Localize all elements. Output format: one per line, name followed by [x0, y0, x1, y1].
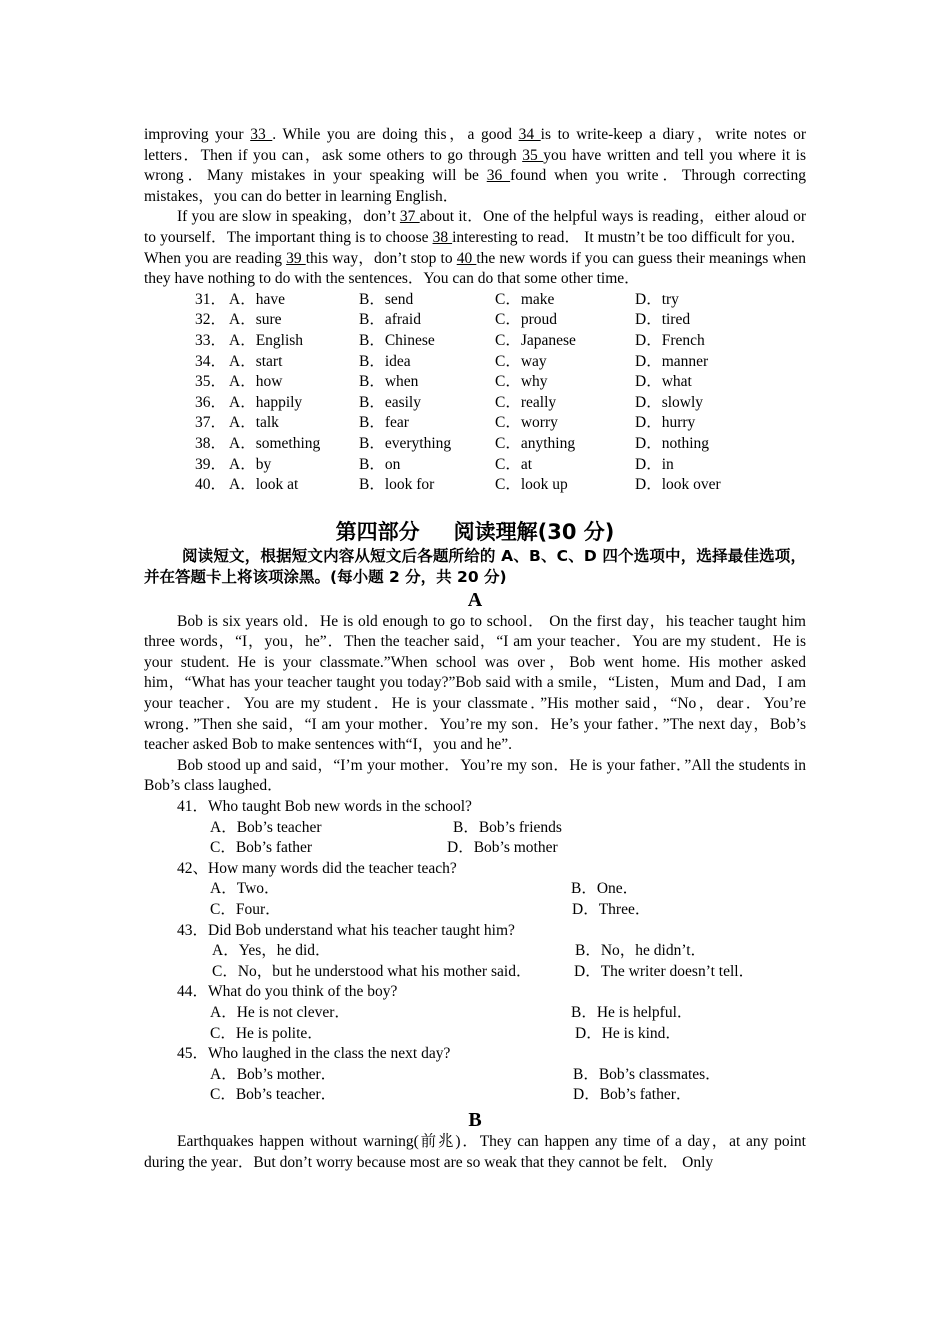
- blank-39: 39: [286, 249, 306, 267]
- answer-row: [144, 1024, 806, 1045]
- question-number: 31．: [195, 290, 227, 308]
- question-text: 44．What do you think of the boy?: [177, 983, 398, 1001]
- part4-instructions: 阅读短文，根据短文内容从短文后各题所给的 A、B、C、D 四个选项中，选择最佳选项，并在答题卡上将该项涂黑。(每小题 2 分，共 20 分): [144, 546, 806, 586]
- option-a: A．He is not clever．: [210, 1003, 350, 1021]
- answer-row: [144, 900, 806, 921]
- option-row-37: [144, 413, 806, 434]
- blank-34: 34: [518, 126, 541, 143]
- text: If you are slow in speaking，don’t: [177, 208, 400, 226]
- cloze-paragraph-1: [144, 125, 806, 207]
- option-d: D．Three．: [572, 901, 651, 918]
- option-d: D．try: [635, 290, 679, 308]
- option-c: C．at: [495, 455, 533, 473]
- option-b: B．everything: [359, 434, 452, 452]
- option-b: B．easily: [359, 393, 421, 411]
- option-c: C．worry: [495, 414, 558, 432]
- option-d: D．tired: [635, 311, 691, 329]
- question-number: 38．: [195, 434, 227, 452]
- text: improving your: [144, 126, 251, 143]
- option-row-33: [144, 331, 806, 352]
- option-c: C．why: [495, 373, 548, 391]
- question-text: 42、How many words did the teacher teach?: [177, 859, 457, 877]
- text: interesting to read． It mustn’t be too difficult for you．When you are reading: [144, 228, 806, 267]
- question-43: [144, 921, 806, 983]
- option-b: B．send: [359, 290, 414, 308]
- option-a: A．English: [229, 331, 304, 349]
- blank-37: 37: [399, 208, 420, 226]
- option-c: C．really: [495, 393, 557, 411]
- option-a: A．Two．: [210, 880, 280, 898]
- option-a: A．happily: [229, 393, 303, 411]
- option-d: D．slowly: [635, 393, 704, 411]
- passage-a-label: A: [467, 588, 483, 611]
- option-row-40: [144, 475, 806, 496]
- option-b: B．fear: [359, 414, 409, 432]
- question-number: 33．: [195, 331, 227, 349]
- question-45: [144, 1044, 806, 1106]
- option-c: C．anything: [495, 434, 576, 452]
- answer-row: [144, 962, 806, 983]
- passage-b-paragraph-1: Earthquakes happen without warning(前兆)．They can happen any time of a day，at any point during the year．But don’t worry because most are so weak that they cannot be felt． Only: [144, 1132, 806, 1171]
- question-number: 35．: [195, 373, 227, 391]
- blank-35: 35: [522, 146, 544, 164]
- question-42: [144, 859, 806, 921]
- option-b: B．One．: [571, 880, 639, 898]
- option-b: B．Bob’s friends: [453, 818, 562, 836]
- text: you have written and tell you where it is wrong．Many mistakes in your speaking will be: [144, 146, 806, 185]
- option-row-32: [144, 310, 806, 331]
- question-number: 37．: [195, 414, 227, 432]
- exam-page: [144, 125, 806, 1173]
- option-d: D．in: [635, 455, 674, 473]
- blank-36: 36: [486, 167, 511, 185]
- answer-row: [144, 838, 806, 859]
- question-number: 34．: [195, 352, 227, 370]
- option-d: D．French: [635, 331, 705, 349]
- text: the new words if you can guess their meanings when they have nothing to do with the sentences．You can do that some other time．: [144, 249, 807, 288]
- option-d: D．look over: [635, 476, 721, 494]
- option-b: B．He is helpful．: [571, 1003, 693, 1021]
- passage-b-label: B: [468, 1108, 482, 1131]
- option-d: D．nothing: [635, 434, 710, 452]
- option-d: D．hurry: [635, 414, 696, 432]
- question-number: 32．: [195, 311, 227, 329]
- option-c: C．Japanese: [495, 331, 576, 349]
- option-b: B．when: [359, 373, 419, 391]
- option-a: A．look at: [229, 476, 299, 494]
- option-a: A．start: [229, 352, 283, 370]
- passage-a-paragraph-1: Bob is six years old．He is old enough to go to school． On the first day，his teacher taught him three words，“I，you，he”．Then the teacher said，“I am your teacher．You are my student．He is your student. He is your classmate.”When school was over，Bob went home. His mother asked him，“What has your teacher taught you today?”Bob said with a smile，“Listen，Mum and Dad，I am your teacher．You are my student．He is your classmate．”His mother said，“No，dear．You’re wrong．”Then she said，“I am your mother．You’re my son．He’s your father．”The next day，Bob’s teacher asked Bob to make sentences with“I，you and he”.: [144, 612, 806, 754]
- option-a: A．how: [229, 373, 283, 391]
- answer-row: [144, 1065, 806, 1086]
- option-b: B．on: [359, 455, 401, 473]
- question-text: 41．Who taught Bob new words in the school?: [177, 798, 472, 816]
- answer-row: [144, 1003, 806, 1024]
- option-a: A．have: [229, 290, 285, 308]
- question-number: 40．: [195, 476, 227, 494]
- part4-title-left: 第四部分: [335, 519, 420, 544]
- option-a: A．by: [229, 455, 272, 473]
- question-number: 39．: [195, 455, 227, 473]
- option-a: A．Bob’s mother．: [210, 1065, 337, 1083]
- option-d: D．The writer doesn’t tell．: [574, 962, 755, 980]
- option-a: A．Yes，he did．: [212, 942, 331, 960]
- option-b: B．look for: [359, 476, 435, 494]
- option-c: C．No，but he understood what his mother said．: [212, 962, 532, 980]
- question-number: 36．: [195, 393, 227, 411]
- option-d: D．He is kind．: [575, 1024, 681, 1042]
- option-row-36: [144, 393, 806, 414]
- option-d: D．what: [635, 373, 692, 391]
- question-text: 43．Did Bob understand what his teacher taught him?: [177, 921, 515, 939]
- option-row-35: [144, 372, 806, 393]
- answer-row: [144, 941, 806, 962]
- option-a: A．Bob’s teacher: [210, 818, 322, 836]
- option-d: D．Bob’s mother: [447, 839, 558, 857]
- text: about it．One of the helpful ways is reading，either aloud or to yourself．The important thing is to choose: [144, 208, 807, 246]
- option-a: A．talk: [229, 414, 279, 432]
- option-c: C．look up: [495, 476, 568, 494]
- option-a: A．something: [229, 434, 321, 452]
- cloze-paragraph-2: [144, 207, 806, 289]
- option-b: B．afraid: [359, 311, 421, 329]
- question-44: [144, 982, 806, 1044]
- blank-38: 38: [432, 228, 453, 246]
- option-row-34: [144, 352, 806, 373]
- option-c: C．way: [495, 352, 547, 370]
- cloze-options: [144, 290, 806, 496]
- text: found when you write．Through correcting mistakes，you can do better in learning English．: [144, 167, 806, 205]
- option-c: C．Bob’s teacher．: [210, 1086, 337, 1104]
- blank-40: 40: [456, 249, 477, 267]
- part4-heading: [144, 518, 806, 546]
- option-c: C．make: [495, 290, 555, 308]
- question-text: 45．Who laughed in the class the next day?: [177, 1045, 451, 1063]
- option-c: C．Four．: [210, 901, 281, 918]
- text: this way，don’t stop to: [305, 249, 457, 267]
- part4-title-right: 阅读理解(30 分): [453, 519, 615, 544]
- option-b: B．Chinese: [359, 331, 435, 349]
- option-row-38: [144, 434, 806, 455]
- answer-row: [144, 818, 806, 839]
- option-c: C．Bob’s father: [210, 839, 313, 857]
- option-c: C．proud: [495, 311, 558, 329]
- answer-row: [144, 1085, 806, 1106]
- option-row-31: [144, 290, 806, 311]
- option-a: A．sure: [229, 311, 282, 329]
- option-c: C．He is polite．: [210, 1024, 323, 1042]
- question-41: [144, 797, 806, 859]
- option-b: B．Bob’s classmates．: [573, 1065, 721, 1083]
- option-d: D．manner: [635, 352, 709, 370]
- blank-33: 33: [250, 126, 273, 143]
- option-row-39: [144, 455, 806, 476]
- answer-row: [144, 879, 806, 900]
- text: . While you are doing this，a good: [272, 126, 519, 143]
- text: is to write-keep a diary，write notes or letters．Then if you can，ask some others to go through: [144, 126, 806, 164]
- option-d: D．Bob’s father．: [573, 1086, 692, 1104]
- option-b: B．No，he didn’t．: [575, 942, 707, 960]
- passage-a-paragraph-2: Bob stood up and said，“I’m your mother．You’re my son．He is your father．”All the students in Bob’s class laughed．: [144, 756, 806, 795]
- option-b: B．idea: [359, 352, 411, 370]
